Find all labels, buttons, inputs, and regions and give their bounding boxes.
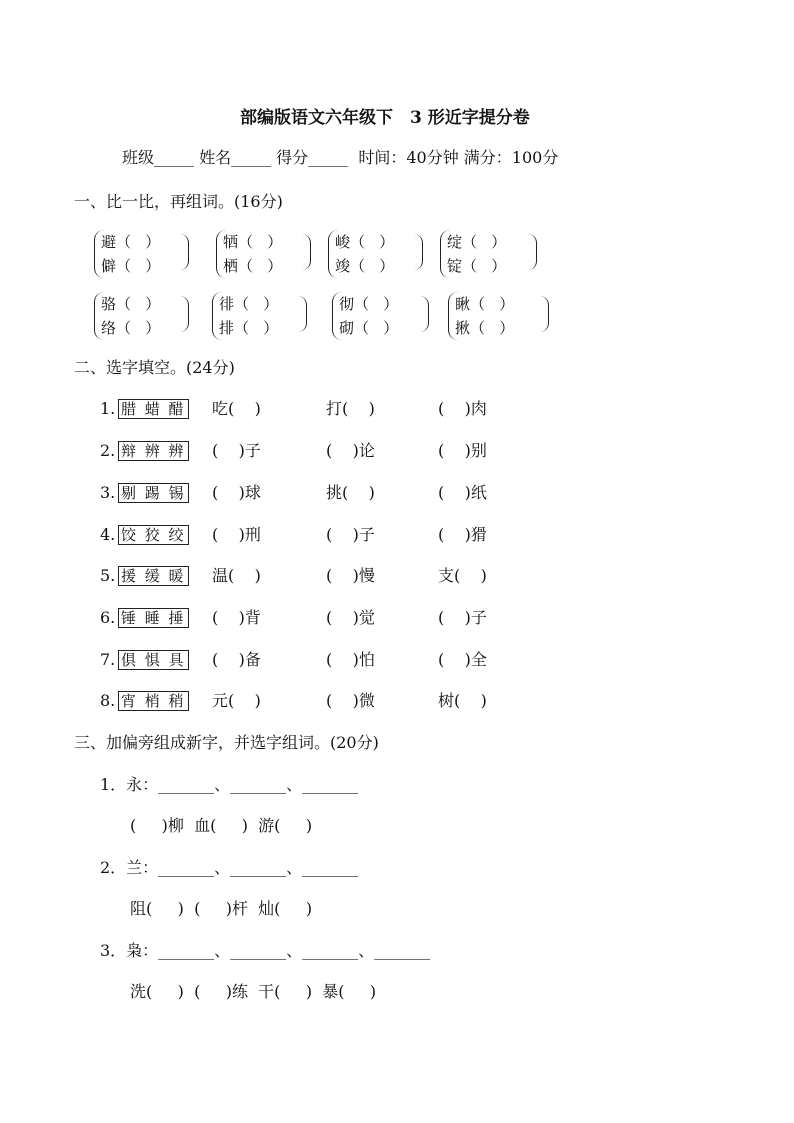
compare-pair: [94, 230, 179, 278]
compare-item: 峻（ ）: [335, 233, 395, 251]
compare-pair: [212, 292, 297, 340]
compare-pair: [94, 292, 179, 340]
blank: ( )觉: [326, 608, 375, 627]
blank: ( )子: [212, 441, 261, 460]
compare-item: 揪（ ）: [455, 319, 515, 337]
blank: 支( ): [438, 566, 487, 585]
blank: ( )纸: [438, 483, 487, 502]
compare-item: 绽（ ）: [447, 233, 507, 251]
blank: ( )背: [212, 608, 261, 627]
section-1-heading: 一、比一比，再组词。(16分): [74, 192, 283, 211]
compare-pair: [448, 292, 539, 340]
char-options-box: 腊 蜡 醋: [118, 399, 189, 419]
blank: 树( ): [438, 691, 487, 710]
bracket-close: [298, 296, 307, 332]
section-3-heading: 三、加偏旁组成新字，并选字组词。(20分): [74, 733, 379, 752]
compare-item: 僻（ ）: [101, 257, 161, 275]
radical-item-label: 3．枭：_______、_______、_______、_______: [100, 941, 431, 960]
row-number: 7.: [100, 650, 116, 669]
compare-item: 牺（ ）: [223, 233, 283, 251]
blank: ( )慢: [326, 566, 375, 585]
blank: 打( ): [326, 399, 375, 418]
compare-item: 砌（ ）: [339, 319, 399, 337]
compare-item: 徘（ ）: [219, 295, 279, 313]
compare-pair: [216, 230, 301, 278]
row-number: 5.: [100, 566, 116, 585]
radical-item-words: 洗( ) ( )练 干( ) 暴( ): [130, 982, 377, 1001]
compare-item: 骆（ ）: [101, 295, 161, 313]
compare-item: 排（ ）: [219, 319, 279, 337]
compare-item: 竣（ ）: [335, 257, 395, 275]
blank: ( )微: [326, 691, 375, 710]
row-number: 1.: [100, 399, 116, 418]
row-number: 6.: [100, 608, 116, 627]
blank: ( )肉: [438, 399, 487, 418]
char-options-box: 俱 惧 具: [118, 650, 189, 670]
blank: ( )全: [438, 650, 487, 669]
row-number: 2.: [100, 441, 116, 460]
blank: 元( ): [212, 691, 261, 710]
blank: 挑( ): [326, 483, 375, 502]
blank: ( )别: [438, 441, 487, 460]
blank: ( )怕: [326, 650, 375, 669]
section-2-heading: 二、选字填空。(24分): [74, 358, 235, 377]
blank: ( )备: [212, 650, 261, 669]
bracket-close: [540, 296, 549, 332]
bracket-close: [180, 234, 189, 270]
compare-item: 彻（ ）: [339, 295, 399, 313]
bracket-close: [302, 234, 311, 270]
blank: ( )猾: [438, 525, 487, 544]
blank: ( )子: [438, 608, 487, 627]
radical-item-label: 2．兰：_______、_______、_______: [100, 858, 359, 877]
compare-item: 络（ ）: [101, 319, 161, 337]
blank: 吃( ): [212, 399, 261, 418]
page-title: 部编版语文六年级下 3 形近字提分卷: [240, 108, 530, 128]
blank: ( )刑: [212, 525, 261, 544]
bracket-close: [528, 234, 537, 270]
compare-item: 瞅（ ）: [455, 295, 515, 313]
blank: ( )球: [212, 483, 261, 502]
compare-item: 避（ ）: [101, 233, 161, 251]
char-options-box: 剔 踢 锡: [118, 483, 189, 503]
compare-item: 栖（ ）: [223, 257, 283, 275]
char-options-box: 辩 辨 辨: [118, 441, 189, 461]
compare-item: 锭（ ）: [447, 257, 507, 275]
bracket-close: [180, 296, 189, 332]
blank: 温( ): [212, 566, 261, 585]
blank: ( )子: [326, 525, 375, 544]
row-number: 8.: [100, 691, 116, 710]
row-number: 3.: [100, 483, 116, 502]
radical-item-label: 1．永：_______、_______、_______: [100, 775, 359, 794]
radical-item-words: ( )柳 血( ) 游( ): [130, 816, 313, 835]
compare-pair: [332, 292, 419, 340]
bracket-close: [414, 234, 423, 270]
char-options-box: 援 缓 暖: [118, 566, 189, 586]
bracket-close: [420, 296, 429, 332]
blank: ( )论: [326, 441, 375, 460]
char-options-box: 锤 睡 捶: [118, 608, 189, 628]
compare-pair: [328, 230, 413, 278]
compare-pair: [440, 230, 527, 278]
row-number: 4.: [100, 525, 116, 544]
char-options-box: 饺 狡 绞: [118, 525, 189, 545]
student-info-line: 班级_____ 姓名_____ 得分_____ 时间：40分钟 满分：100分: [122, 148, 559, 167]
char-options-box: 宵 梢 稍: [118, 691, 189, 711]
radical-item-words: 阻( ) ( )杆 灿( ): [130, 899, 313, 918]
